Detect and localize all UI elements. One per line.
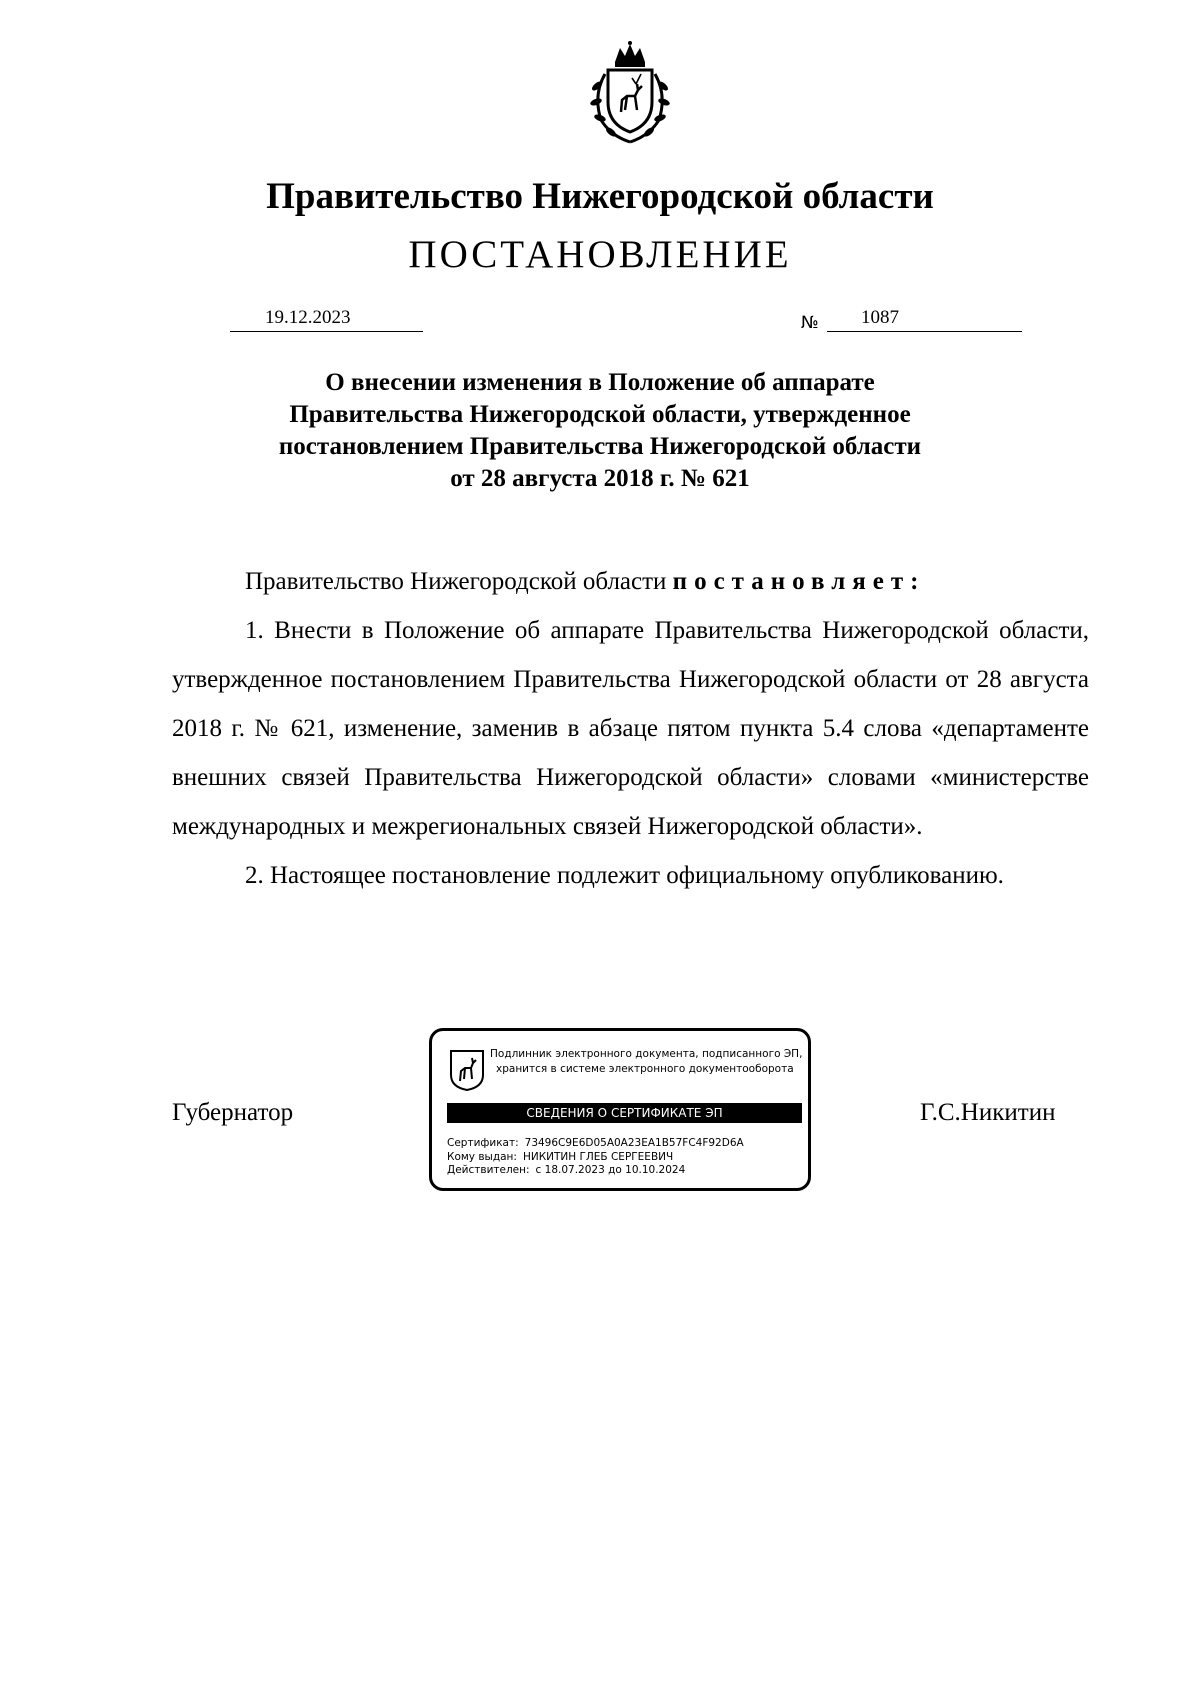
number-sign: № [801, 313, 819, 333]
document-subject [200, 367, 1000, 495]
certificate-value: 73496C9E6D05A0A23EA1B57FC4F92D6A [524, 1137, 744, 1149]
document-number-field [827, 307, 1022, 332]
preamble-paragraph [172, 557, 1089, 606]
item-1-paragraph: 1. Внести в Положение об аппарате Правительства Нижегородской области, утвержденное постановлением Правительства Нижегородской области от 28 августа 2018 г. № 621, изменение, заменив в абзаце пятом пункта 5.4 слова «департаменте внешних связей Правительства Нижегородской области» словами «министерстве международных и межрегиональных связей Нижегородской области». [172, 617, 1089, 840]
subject-line: постановлением Правительства Нижегородской области [278, 433, 922, 460]
subject-line: Правительства Нижегородской области, утвержденное [289, 401, 911, 428]
validity-label: Действителен: [447, 1164, 530, 1176]
certificate-row [447, 1137, 744, 1151]
subject-line: от 28 августа 2018 г. № 621 [450, 465, 750, 492]
preamble-decree-word: постановляет: [672, 568, 926, 595]
issued-to-label: Кому выдан: [447, 1150, 517, 1163]
document-body [172, 557, 1089, 900]
item-2-paragraph: 2. Настоящее постановление подлежит официальному опубликованию. [245, 862, 1004, 889]
document-number: 1087 [861, 307, 899, 328]
signer-position: Губернатор [172, 1099, 294, 1126]
signer-name: Г.С.Никитин [920, 1099, 1056, 1126]
issued-to-row [447, 1151, 744, 1165]
organization-title: Правительство Нижегородской области [266, 176, 934, 217]
document-date: 19.12.2023 [265, 307, 351, 328]
electronic-signature-stamp [429, 1028, 811, 1191]
validity-value: с 18.07.2023 до 10.10.2024 [535, 1164, 686, 1176]
preamble-text: Правительство Нижегородской области [245, 568, 673, 595]
certificate-label: Сертификат: [447, 1137, 519, 1149]
stamp-notice-line-1: Подлинник электронного документа, подписанного ЭП, [490, 1048, 803, 1060]
stamp-certificate-header: СВЕДЕНИЯ О СЕРТИФИКАТЕ ЭП [447, 1103, 802, 1123]
issued-to-value: НИКИТИН ГЛЕБ СЕРГЕЕВИЧ [522, 1150, 674, 1163]
document-type: ПОСТАНОВЛЕНИЕ [408, 233, 792, 276]
document-date-field [230, 307, 423, 332]
stamp-notice-line-2: хранится в системе электронного документооборота [496, 1063, 794, 1075]
deer-emblem-icon [449, 1049, 485, 1091]
coat-of-arms-icon [575, 40, 685, 148]
validity-row [447, 1164, 744, 1178]
subject-line: О внесении изменения в Положение об аппарате [325, 369, 875, 396]
stamp-certificate-details [447, 1137, 744, 1178]
